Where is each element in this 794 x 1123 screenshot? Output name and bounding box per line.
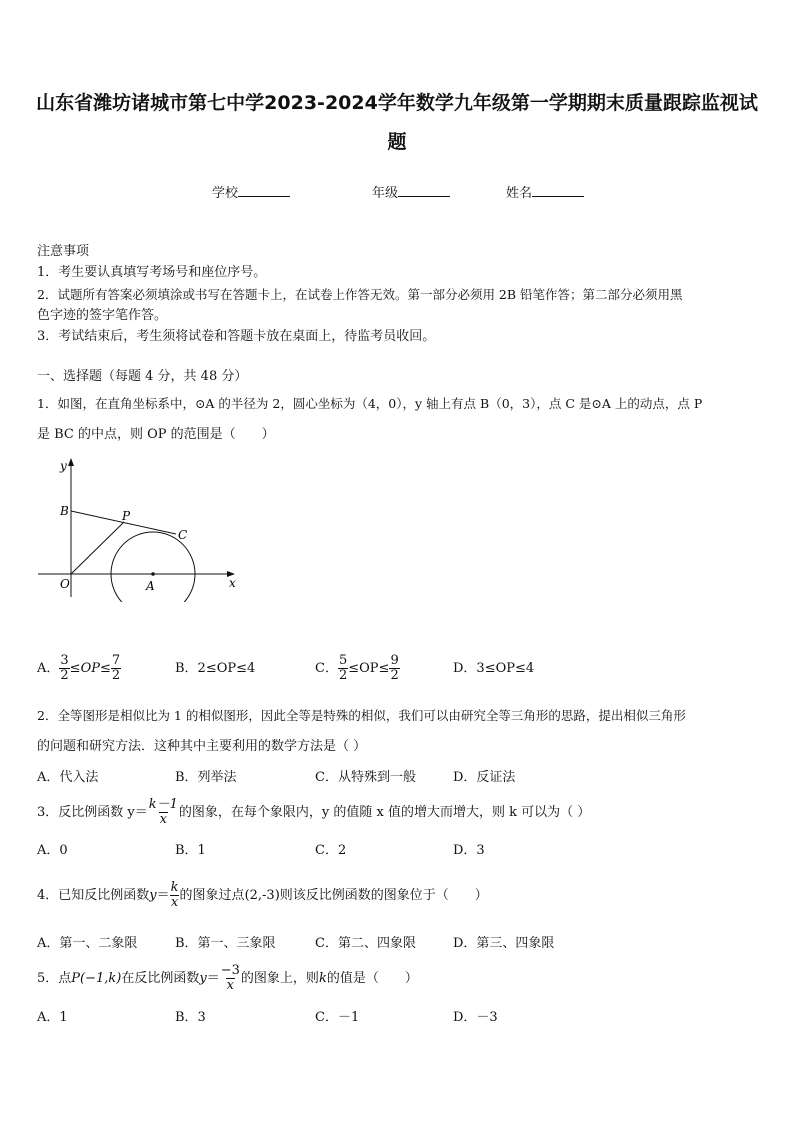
- y-axis-arrow: [68, 458, 74, 466]
- name-blank[interactable]: [532, 184, 584, 197]
- name-label: 姓名: [506, 186, 533, 201]
- grade-field[interactable]: [372, 182, 450, 201]
- notice-item: 2．试题所有答案必须填涂或书写在答题卡上，在试卷上作答无效。第一部分必须用 2B 铅笔作答；第二部分必须用黑: [37, 287, 683, 302]
- q3-option-c[interactable]: C．2: [315, 843, 347, 858]
- segment-op: [71, 522, 124, 574]
- q3-text: 3．反比例函数 y＝ $\frac{k-1}{x}$ 的图象，在每个象限内，y 的值随 x 值的增大而增大，则 k 可以为（ ）: [37, 797, 591, 827]
- q5-option-c[interactable]: C．－1: [315, 1010, 360, 1025]
- q5-text: 5．点P(−1,k)在反比例函数y＝ $\frac{-3}{x}$ 的图象上，则k的值是（ ）: [37, 963, 418, 993]
- q1-option-b[interactable]: B．2≤OP≤4: [175, 661, 256, 676]
- label-p: P: [122, 509, 131, 523]
- q2-option-d[interactable]: D．反证法: [453, 770, 516, 785]
- label-b: B: [60, 504, 69, 518]
- label-a: A: [146, 579, 155, 593]
- school-blank[interactable]: [238, 184, 290, 197]
- q5-option-d[interactable]: D．－3: [453, 1010, 498, 1025]
- label-c: C: [178, 528, 188, 542]
- q4-option-d[interactable]: D．第三、四象限: [453, 936, 555, 951]
- q4-option-b[interactable]: B．第一、三象限: [175, 936, 276, 951]
- notice-heading: 注意事项: [37, 244, 90, 259]
- q5-option-b[interactable]: B．3: [175, 1010, 206, 1025]
- page-title-line2: 题: [387, 131, 407, 153]
- q2-text-line1: 2．全等图形是相似比为 1 的相似图形，因此全等是特殊的相似，我们可以由研究全等三角形的思路，提出相似三角形: [37, 708, 686, 723]
- q2-option-c[interactable]: C．从特殊到一般: [315, 770, 416, 785]
- q2-option-a[interactable]: A．代入法: [37, 770, 99, 785]
- q1-figure: [30, 452, 250, 602]
- q2-option-b[interactable]: B．列举法: [175, 770, 237, 785]
- q1-option-c[interactable]: C． $\frac{5}{2}$ ≤OP≤ $\frac{9}{2}$: [315, 653, 399, 683]
- label-o: O: [60, 577, 70, 591]
- q1-text-line1: 1．如图，在直角坐标系中，⊙A 的半径为 2，圆心坐标为（4，0），y 轴上有点 B（0，3），点 C 是⊙A 上的动点，点 P: [37, 396, 703, 411]
- center-a-dot: [151, 572, 155, 576]
- q1-option-d[interactable]: D．3≤OP≤4: [453, 661, 535, 676]
- q4-option-a[interactable]: A．第一、二象限: [37, 936, 138, 951]
- q3-option-a[interactable]: A．0: [37, 843, 68, 858]
- q1-option-a[interactable]: A． $\frac{3}{2}$ ≤OP≤ $\frac{7}{2}$: [37, 653, 121, 683]
- name-field[interactable]: [506, 182, 584, 201]
- notice-item: 色字迹的签字笔作答。: [37, 308, 168, 323]
- school-field[interactable]: [212, 182, 290, 201]
- q1-text-line2: 是 BC 的中点，则 OP 的范围是（ ）: [37, 427, 275, 442]
- q4-option-c[interactable]: C．第二、四象限: [315, 936, 416, 951]
- q4-text: 4．已知反比例函数y＝ $\frac{k}{x}$ 的图象过点(2,-3)则该反比例函数的图象位于（ ）: [37, 880, 488, 910]
- school-label: 学校: [212, 186, 239, 201]
- q3-option-d[interactable]: D．3: [453, 843, 485, 858]
- notice-item: 1．考生要认真填写考场号和座位序号。: [37, 265, 267, 280]
- label-x: x: [229, 576, 236, 590]
- q2-text-line2: 的问题和研究方法．这种其中主要利用的数学方法是（ ）: [37, 739, 367, 754]
- notice-item: 3．考试结束后，考生须将试卷和答题卡放在桌面上，待监考员收回。: [37, 329, 436, 344]
- section-heading: 一、选择题（每题 4 分，共 48 分）: [37, 369, 248, 384]
- label-y: y: [60, 459, 67, 473]
- page-title-line1: 山东省潍坊诸城市第七中学2023-2024学年数学九年级第一学期期末质量跟踪监视试: [36, 92, 758, 114]
- grade-blank[interactable]: [398, 184, 450, 197]
- q3-option-b[interactable]: B．1: [175, 843, 206, 858]
- grade-label: 年级: [372, 186, 399, 201]
- q5-option-a[interactable]: A．1: [37, 1010, 68, 1025]
